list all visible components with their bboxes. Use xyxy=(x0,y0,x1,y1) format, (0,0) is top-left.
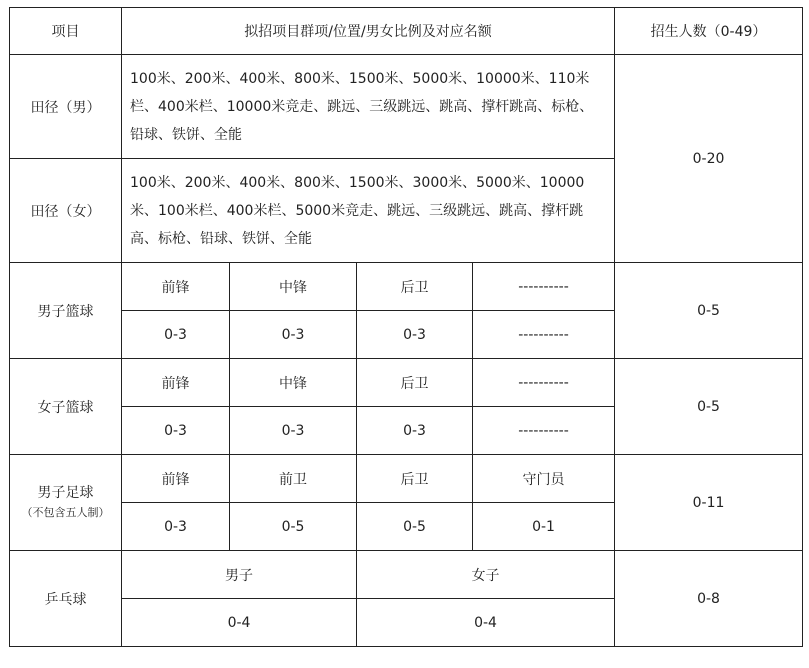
men-basketball-positions-row xyxy=(10,263,803,311)
count-cell: 0-5 xyxy=(230,503,357,551)
header-quota: 招生人数（0-49） xyxy=(615,8,803,55)
track-men-label: 田径（男） xyxy=(10,55,122,159)
position-cell: 后卫 xyxy=(357,359,473,407)
women-basketball-label: 女子篮球 xyxy=(10,359,122,455)
gender-cell: 男子 xyxy=(122,551,357,599)
men-basketball-label: 男子篮球 xyxy=(10,263,122,359)
count-cell: ---------- xyxy=(473,311,615,359)
track-quota: 0-20 xyxy=(615,55,803,263)
count-cell: 0-3 xyxy=(357,311,473,359)
count-cell: ---------- xyxy=(473,407,615,455)
enrollment-table xyxy=(9,7,803,647)
men-basketball-quota: 0-5 xyxy=(615,263,803,359)
position-cell: 中锋 xyxy=(230,263,357,311)
position-cell: 后卫 xyxy=(357,263,473,311)
header-group: 拟招项目群项/位置/男女比例及对应名额 xyxy=(122,8,615,55)
women-basketball-quota: 0-5 xyxy=(615,359,803,455)
position-cell: ---------- xyxy=(473,359,615,407)
position-cell: 后卫 xyxy=(357,455,473,503)
table-tennis-gender-row xyxy=(10,551,803,599)
count-cell: 0-3 xyxy=(122,503,230,551)
position-cell: 前锋 xyxy=(122,263,230,311)
count-cell: 0-3 xyxy=(357,407,473,455)
track-women-events: 100米、200米、400米、800米、1500米、3000米、5000米、10000米、100米栏、400米栏、5000米竞走、跳远、三级跳远、跳高、撑杆跳高、标枪、铅球、铁饼、全能 xyxy=(122,159,615,263)
position-cell: ---------- xyxy=(473,263,615,311)
count-cell: 0-5 xyxy=(357,503,473,551)
position-cell: 守门员 xyxy=(473,455,615,503)
men-football-label-cell xyxy=(10,455,122,551)
men-football-quota: 0-11 xyxy=(615,455,803,551)
men-football-positions-row xyxy=(10,455,803,503)
men-football-note: （不包含五人制） xyxy=(21,505,110,519)
gender-cell: 女子 xyxy=(357,551,615,599)
header-row xyxy=(10,8,803,55)
table-tennis-quota: 0-8 xyxy=(615,551,803,647)
track-men-row xyxy=(10,55,803,159)
position-cell: 中锋 xyxy=(230,359,357,407)
count-cell: 0-4 xyxy=(357,599,615,647)
track-women-label: 田径（女） xyxy=(10,159,122,263)
count-cell: 0-3 xyxy=(122,311,230,359)
women-basketball-positions-row xyxy=(10,359,803,407)
count-cell: 0-3 xyxy=(230,311,357,359)
header-project: 项目 xyxy=(10,8,122,55)
count-cell: 0-3 xyxy=(230,407,357,455)
position-cell: 前锋 xyxy=(122,359,230,407)
track-men-events: 100米、200米、400米、800米、1500米、5000米、10000米、110米栏、400米栏、10000米竞走、跳远、三级跳远、跳高、撑杆跳高、标枪、铅球、铁饼、全能 xyxy=(122,55,615,159)
count-cell: 0-4 xyxy=(122,599,357,647)
count-cell: 0-1 xyxy=(473,503,615,551)
position-cell: 前卫 xyxy=(230,455,357,503)
men-football-label: 男子足球 xyxy=(37,484,94,501)
position-cell: 前锋 xyxy=(122,455,230,503)
count-cell: 0-3 xyxy=(122,407,230,455)
table-tennis-label: 乒乓球 xyxy=(10,551,122,647)
